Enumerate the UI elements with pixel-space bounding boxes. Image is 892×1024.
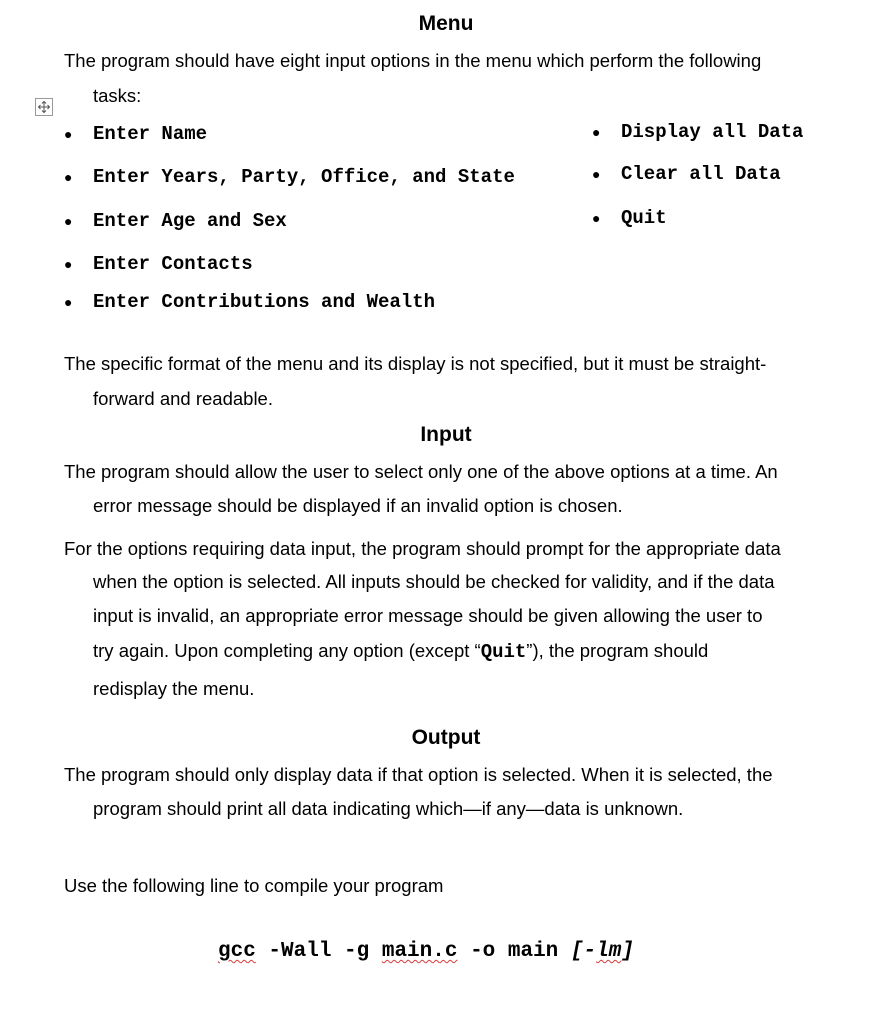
line4-pre-text: try again. Upon completing any option (except “ xyxy=(93,640,481,661)
compile-command xyxy=(218,940,634,963)
bullet-icon: ● xyxy=(64,169,73,185)
compile-note: Use the following line to compile your program xyxy=(64,875,444,896)
option-clear-all: Clear all Data xyxy=(621,163,781,185)
input-para2-line2: when the option is selected. All inputs should be checked for validity, and if the data xyxy=(93,571,775,592)
input-para2-line1: For the options requiring data input, the program should prompt for the appropriate data xyxy=(64,538,781,559)
input-para1-line2: error message should be displayed if an invalid option is chosen. xyxy=(93,495,623,516)
option-enter-age-sex: Enter Age and Sex xyxy=(93,210,287,232)
input-para1-line1: The program should allow the user to select only one of the above options at a time. An xyxy=(64,461,778,482)
bullet-icon: ● xyxy=(64,213,73,229)
option-enter-years-party: Enter Years, Party, Office, and State xyxy=(93,166,515,188)
flags2-text: -o main xyxy=(457,940,571,963)
input-heading: Input xyxy=(420,423,472,446)
bullet-icon: ● xyxy=(64,256,73,272)
output-para-line2: program should print all data indicating which—if any—data is unknown. xyxy=(93,798,684,819)
output-heading: Output xyxy=(411,726,481,749)
opt-open-text: [- xyxy=(570,940,597,963)
menu-intro-line1: The program should have eight input options in the menu which perform the following xyxy=(64,50,762,71)
bullet-icon: ● xyxy=(64,126,73,142)
main-c-text: main.c xyxy=(381,940,458,963)
menu-heading: Menu xyxy=(418,12,474,35)
table-move-handle[interactable] xyxy=(35,98,53,116)
format-note-line2: forward and readable. xyxy=(93,388,273,409)
output-para-line1: The program should only display data if that option is selected. When it is selected, the xyxy=(64,764,773,785)
menu-intro-line2: tasks: xyxy=(93,85,142,106)
quit-code-text: Quit xyxy=(480,641,527,663)
option-enter-contributions: Enter Contributions and Wealth xyxy=(93,291,436,313)
flags1-text: -Wall -g xyxy=(255,940,382,963)
option-display-all: Display all Data xyxy=(621,121,804,143)
bullet-icon: ● xyxy=(592,166,601,182)
option-enter-name: Enter Name xyxy=(93,123,208,145)
move-arrows-icon xyxy=(37,100,51,114)
option-quit: Quit xyxy=(621,207,667,229)
bullet-icon: ● xyxy=(592,210,601,226)
bullet-icon: ● xyxy=(64,294,73,310)
line4-post-text: ”), the program should xyxy=(526,640,709,661)
input-para2-line3: input is invalid, an appropriate error message should be given allowing the user to xyxy=(93,605,763,626)
lm-text: lm xyxy=(596,940,622,963)
input-para2-line5: redisplay the menu. xyxy=(93,678,255,699)
input-para2-line4 xyxy=(93,641,708,662)
gcc-text: gcc xyxy=(218,940,256,963)
format-note-line1: The specific format of the menu and its display is not specified, but it must be straight- xyxy=(64,353,767,374)
opt-close-text: ] xyxy=(621,940,634,963)
bullet-icon: ● xyxy=(592,124,601,140)
option-enter-contacts: Enter Contacts xyxy=(93,253,253,275)
